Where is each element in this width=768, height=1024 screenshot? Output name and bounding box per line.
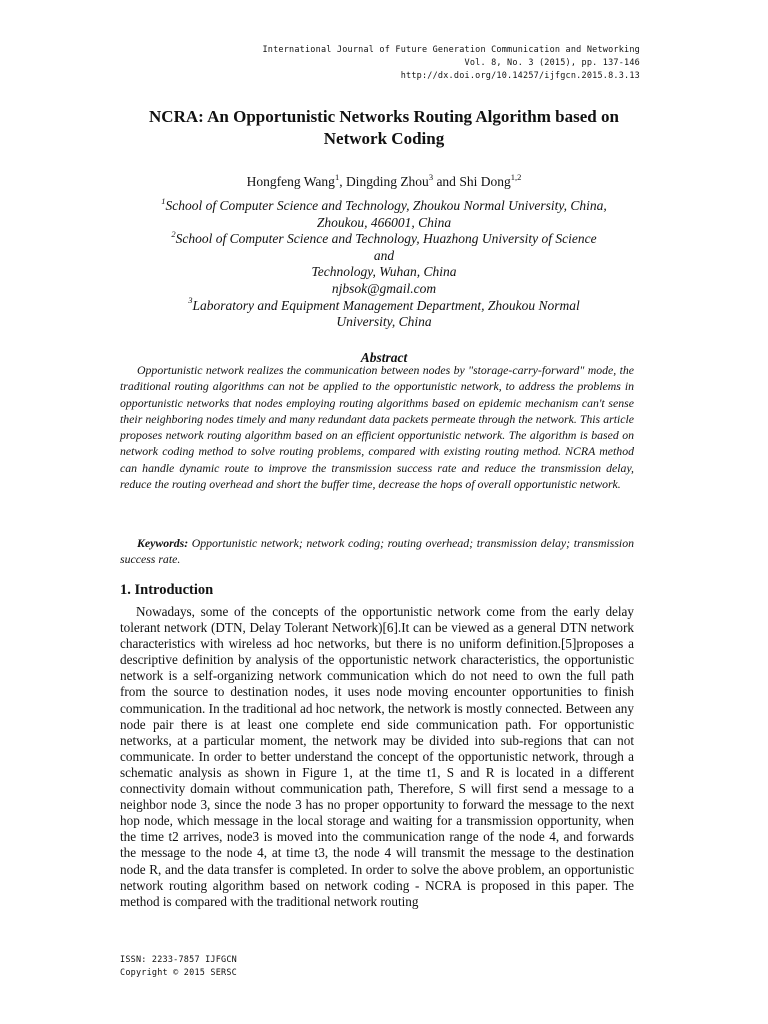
author-name: Shi Dong (459, 174, 511, 189)
affiliation-number: 3 (188, 295, 193, 306)
affiliation-number: 1 (161, 195, 166, 206)
affiliation-text: University, China (336, 314, 432, 330)
affiliation-2 (108, 228, 660, 248)
title-line-1: NCRA: An Opportunistic Networks Routing Algorithm based on (149, 107, 619, 126)
affiliation-text: Laboratory and Equipment Management Department, Zhoukou Normal (192, 297, 580, 313)
affiliation-text: School of Computer Science and Technology, Zhoukou Normal University, China, (165, 198, 607, 213)
title-line-2: Network Coding (323, 129, 445, 148)
author-separator: , (339, 174, 346, 189)
affiliation-text: and (373, 247, 395, 263)
section-heading-introduction: 1. Introduction (120, 582, 214, 598)
journal-volume: Vol. 8, No. 3 (2015), pp. 137-146 (464, 58, 640, 68)
affiliation-text: School of Computer Science and Technology, Huazhong University of Science (175, 231, 597, 247)
affiliation-1 (108, 195, 660, 215)
keywords-label: Keywords: (137, 536, 189, 550)
author-email[interactable]: njbsok@gmail.com (331, 280, 437, 296)
journal-name: International Journal of Future Generation Communication and Networking (262, 45, 640, 55)
abstract-heading: Abstract (360, 350, 408, 365)
abstract-text: Opportunistic network realizes the communication between nodes by "storage-carry-forward" mode, the traditional routing algorithms can not be applied to the opportunistic network, to address the problems in opportunistic networks that nodes employing routing algorithms based on epidemic mechanism can't sense their neighboring nodes timely and many redundant data packets permeate through the network. This article proposes network routing algorithm based on an efficient opportunistic network. The algorithm is based on network coding method to solve routing problems, compared with existing routing method. NCRA method can handle dynamic route to improve the transmission success rate and reduce the transmission delay, reduce the routing overhead and short the buffer time, decrease the hops of overall opportunistic network. (120, 363, 634, 492)
copyright: Copyright © 2015 SERSC (120, 968, 237, 978)
journal-doi[interactable]: http://dx.doi.org/10.14257/ijfgcn.2015.8.3.13 (400, 71, 640, 81)
author-separator: and (433, 174, 460, 189)
author-affiliation-mark: 1,2 (510, 171, 522, 182)
author-list (100, 173, 668, 190)
author-name: Hongfeng Wang (246, 174, 335, 189)
issn: ISSN: 2233-7857 IJFGCN (120, 955, 237, 965)
keywords-text: Opportunistic network; network coding; routing overhead; transmission delay; transmission success rate. (120, 536, 634, 567)
author-name: Dingding Zhou (345, 174, 429, 189)
keywords (120, 535, 634, 568)
journal-header (262, 44, 640, 83)
affiliation-text: Zhoukou, 466001, China (316, 214, 452, 230)
paper-title (100, 106, 668, 150)
affiliation-number: 2 (171, 228, 176, 239)
author-affiliation-mark: 1 (334, 171, 340, 182)
affiliation-text: Technology, Wuhan, China (311, 264, 457, 280)
affiliations (108, 195, 660, 331)
author-affiliation-mark: 3 (428, 171, 434, 182)
affiliation-3 (108, 295, 660, 315)
page-footer (120, 954, 237, 980)
introduction-paragraph: Nowadays, some of the concepts of the opportunistic network come from the early delay tolerant network (DTN, Delay Tolerant Network)[6].It can be viewed as a general DTN network characteristics with wireless ad hoc networks, but there is no uniform definition.[5]proposes a descriptive definition by analysis of the opportunistic network characteristics, the opportunistic network is a self-organizing network communication which do not need to own the full path from the source to destination nodes, it uses node moving encounter opportunities to finish communication. In the traditional ad hoc network, the network is mostly connected. Between any node pair there is at least one complete end side communication path. For opportunistic networks, at a particular moment, the network may be divided into sub-regions that can not communicate. In order to better understand the concept of the opportunistic network, through a schematic analysis as shown in Figure 1, at the time t1, S and R is located in a different connectivity domain without communication path, Therefore, S will first send a message to a neighbor node 3, since the node 3 has no proper opportunity to forward the message to the next hop node, which message in the local storage and waiting for a transmission opportunity, when the time t2 arrives, node3 is moved into the communication range of the node 4, and forwards the message to the node 4, at time t3, the node 4 will transmit the message to the destination node R, and the data transfer is completed. In order to solve the above problem, an opportunistic network routing algorithm based on network coding - NCRA is proposed in this paper. The method is compared with the traditional network routing (120, 604, 634, 909)
